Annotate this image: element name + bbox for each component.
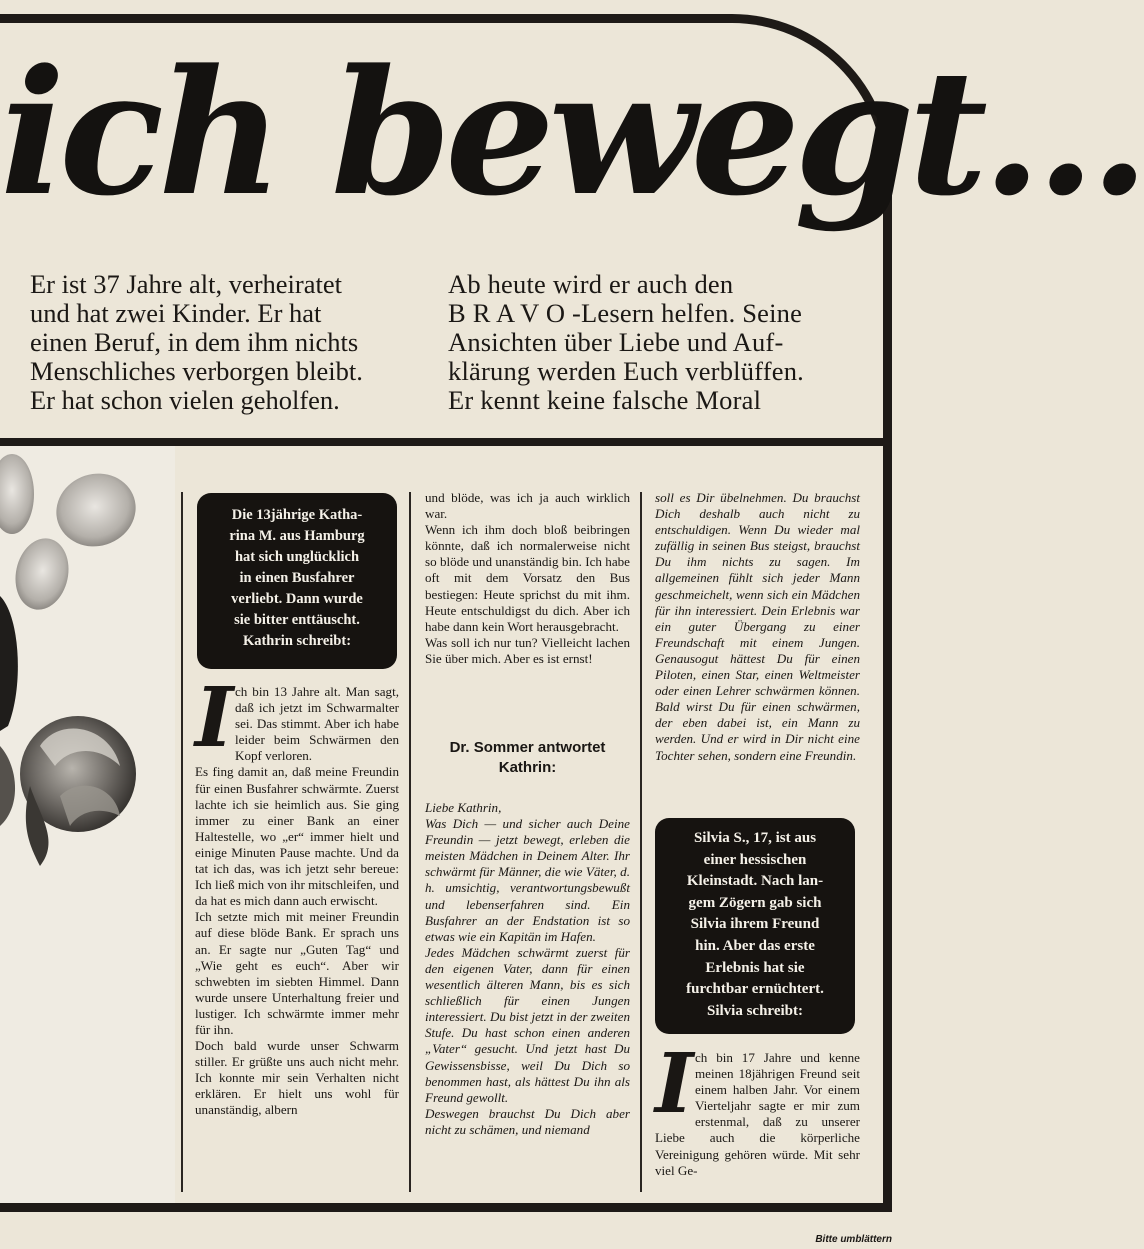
- intro-line: Menschliches verborgen bleibt.: [30, 356, 363, 386]
- intro-left: [30, 270, 420, 415]
- box-line: verliebt. Dann wurde: [231, 591, 363, 607]
- box-line: Kathrin schreibt:: [242, 633, 352, 649]
- kathrin-letter-column: [195, 670, 399, 1119]
- letter-paragraph: Wenn ich ihm doch bloß beibringen könnte, daß ich normalerweise nicht so blöde und unanständig bin. Ich habe oft mit dem Vorsatz den Bus bestiegen: Heute sprichst du mit ihm. Heute entschuldigst du dich. Aber ich habe dann kein Wort herausgebracht.: [425, 522, 630, 634]
- dr-sommer-answer-continued: [655, 490, 860, 764]
- letter-paragraph: und blöde, was ich ja auch wirklich war.: [425, 490, 630, 522]
- box-line: hat sich unglücklich: [234, 549, 360, 565]
- answer-subhead: Dr. Sommer antwortet Kathrin:: [449, 739, 606, 776]
- box-line: Silvia ihrem Freund: [690, 916, 820, 933]
- dropcap: I: [655, 1036, 694, 1132]
- box-line: Erlebnis hat sie: [705, 959, 805, 976]
- intro-line: Er ist 37 Jahre alt, verheiratet: [30, 269, 342, 299]
- rose-photo: [0, 446, 175, 1203]
- section-divider: [0, 438, 884, 446]
- intro-line: einen Beruf, in dem ihm nichts: [30, 327, 359, 357]
- box-line: furchtbar ernüchtert.: [686, 981, 824, 998]
- answer-paragraph: Liebe Kathrin,: [425, 800, 502, 815]
- intro-line: Er kennt keine falsche Moral: [448, 385, 762, 415]
- answer-paragraph: Deswegen brauchst Du Dich aber nicht zu schämen, und niemand: [425, 1105, 630, 1137]
- column-rule: [181, 492, 183, 1192]
- box-line: einer hessischen: [703, 851, 807, 868]
- letter-paragraph: Ich setzte mich mit meiner Freundin auf diese blöde Bank. Er sprach uns an. Er sagte nur „Guten Tag“ und „Wie geht es euch“. Aber wir schwebten im siebten Himmel. Dann wurde unsere Unterhaltung freier und lustiger. Ich schwärmte immer mehr für ihn.: [195, 909, 399, 1037]
- box-line: hin. Aber das erste: [695, 937, 815, 954]
- answer-paragraph: Jedes Mädchen schwärmt zuerst für den eigenen Vater, dann für einen wesentlich älteren Mann, bis es sich schließlich für einen Jungen interessiert. Du bist jetzt in der zweiten Stufe. Du hast schon einen anderen „Vater“ gesucht. Und jetzt hast Du Gewissensbisse, weil Du Dich so benommen hast, als hättest Du ihn als Freund gewollt.: [425, 944, 630, 1105]
- answer-heading-block: [425, 738, 630, 778]
- box-line: in einen Busfahrer: [239, 570, 355, 586]
- kathrin-letter-continued: [425, 490, 630, 667]
- silvia-intro-box: [655, 818, 855, 1034]
- answer-paragraph: Was Dich — und sicher auch Deine Freundin — jetzt bewegt, erleben die meisten Mädchen in Deinem Alter. Ihr schwärmt für Männer, die wie Väter, d. h. umsichtig, verantwortungsbewußt und lebenserfahren sind. Ein Busfahrer an der Endstation ist so etwas wie ein Kapitän im Hafen.: [425, 816, 630, 944]
- headline: ich bewegt...: [0, 31, 1144, 234]
- box-line: rina M. aus Hamburg: [229, 528, 365, 544]
- intro-right: [448, 270, 868, 415]
- dropcap: I: [195, 670, 234, 766]
- kathrin-intro-box: [197, 493, 397, 669]
- rose-illustration: [0, 446, 175, 1203]
- box-line: Silvia S., 17, ist aus: [693, 830, 817, 846]
- bottom-frame-bar: [0, 1203, 884, 1212]
- column-rule: [640, 492, 642, 1192]
- box-line: gem Zögern gab sich: [688, 894, 822, 911]
- letter-paragraph: Doch bald wurde unser Schwarm stiller. Er grüßte uns auch nicht mehr. Ich konnte mir sein Verhalten nicht erklären. Er hielt uns wohl für unanständig, albern: [195, 1038, 399, 1118]
- box-line: Kleinstadt. Nach lan-: [686, 873, 824, 890]
- intro-line: und hat zwei Kinder. Er hat: [30, 298, 322, 328]
- page-turn-note: Bitte umblättern: [815, 1234, 892, 1245]
- letter-paragraph: Es fing damit an, daß meine Freundin für einen Busfahrer schwärmte. Zuerst lachte ich sie heimlich aus. Sie ging immer zu einer Bank an einer Haltestelle, wo „er“ immer hielt und einige Minuten Pause machte. Und da tat ich das, was ich jetzt sehr bereue: Ich ließ mich von ihr mitschleifen, und da hat es mich dann auch erwischt.: [195, 764, 399, 909]
- silvia-letter-column: [655, 1036, 860, 1179]
- letter-lead: ch bin 13 Jahre alt. Man sagt, daß ich jetzt im Schwarmalter sei. Das stimmt. Aber ich habe leider beim Schwärmen den Kopf verloren.: [235, 684, 399, 764]
- box-line: Die 13jährige Katha-: [231, 507, 363, 523]
- letter-paragraph: Was soll ich nur tun? Vielleicht lachen Sie über mich. Aber es ist ernst!: [425, 634, 630, 666]
- dr-sommer-answer: [425, 800, 630, 1138]
- box-line: sie bitter enttäuscht.: [234, 612, 360, 628]
- intro-line: Er hat schon vielen geholfen.: [30, 385, 340, 415]
- intro-line: klärung werden Euch verblüffen.: [448, 356, 804, 386]
- box-line: Silvia schreibt:: [707, 1002, 803, 1019]
- intro-line: Ab heute wird er auch den: [448, 269, 734, 299]
- column-rule: [409, 492, 411, 1192]
- intro-line: B R A V O -Lesern helfen. Seine: [448, 298, 803, 328]
- intro-line: Ansichten über Liebe und Auf-: [448, 327, 784, 357]
- letter-lead: ch bin 17 Jahre und kenne meinen 18jährigen Freund seit einem halben Jahr. Vor einem Vierteljahr sagte er mir zum erstenmal, daß zu unserer Liebe auch die körperliche Vereinigung gehören würde. Mit sehr viel Ge-: [655, 1050, 860, 1178]
- answer-paragraph: soll es Dir übelnehmen. Du brauchst Dich deshalb auch nicht zu entschuldigen. Wenn Du wieder mal zufällig in seinen Bus steigst, brauchst Du ihm nichts zu sagen. Im allgemeinen fühlt sich jeder Mann geschmeichelt, wenn sich ein Mädchen für ihn interessiert. Dein Erlebnis war ein guter Übergang zu einer Freundschaft mit einem Jungen. Genausogut hättest Du für einen Piloten, einen Star, einen Weltmeister oder einen Lehrer schwärmen können. Bald wirst Du für einen schwärmen, der eben dabei ist, ein Mann zu werden. Und er wird in Dir nicht eine Tochter sehen, sondern eine Freundin.: [655, 490, 860, 763]
